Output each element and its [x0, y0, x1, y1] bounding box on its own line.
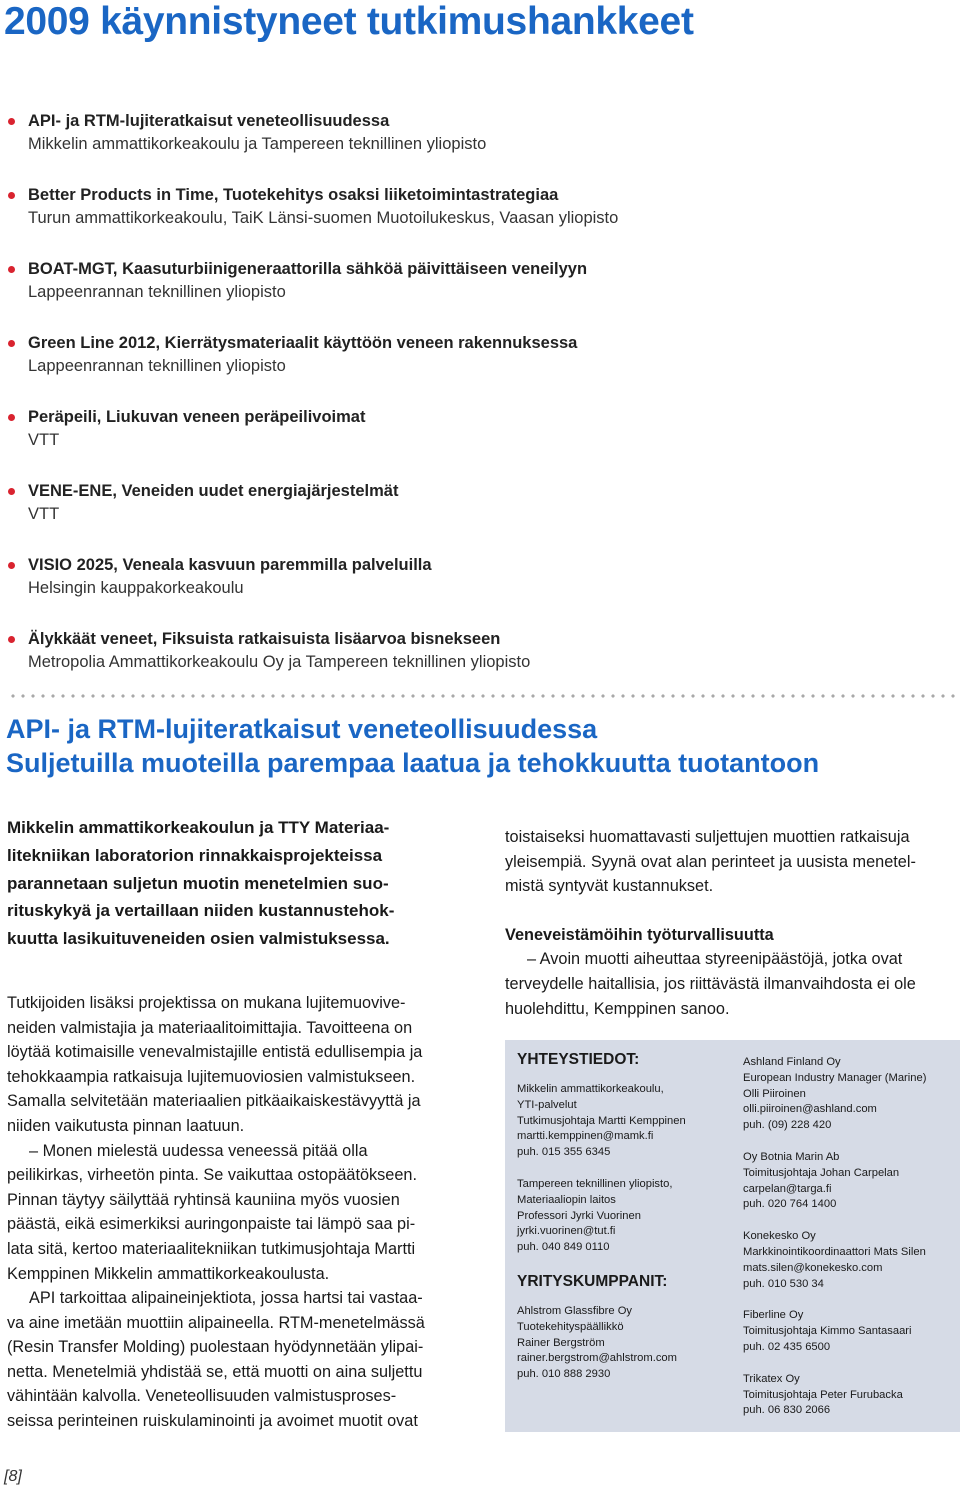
contact-column-right [743, 1055, 958, 1435]
contact-line: Olli Piiroinen [743, 1087, 806, 1100]
text-line: Mikkelin ammattikorkeakoulun ja TTY Materiaa- [7, 818, 390, 837]
text-line: kuutta lasikuituveneiden osien valmistuksessa. [7, 929, 390, 949]
contact-line: Trikatex Oy [743, 1372, 800, 1385]
contact-line: Materiaaliopin laitos [517, 1193, 616, 1206]
text-line: rituskykyä ja vertaillaan niiden kustannustehok- [7, 901, 395, 921]
project-title: API- ja RTM-lujiteratkaisut veneteollisuudessa [28, 112, 390, 130]
article-title-line1: API- ja RTM-lujiteratkaisut veneteollisuudessa [6, 714, 598, 744]
text-line: tehokkaampia ratkaisuja lujitemuoviosien valmistukseen. [7, 1067, 416, 1086]
contacts-left-list [517, 1082, 732, 1256]
text-line: Kemppinen Mikkelin ammattikorkeakoulusta. [7, 1264, 330, 1283]
contact-entry [743, 1055, 958, 1134]
bullet-icon [8, 414, 15, 421]
text-line: lata sitä, kertoo materiaalitekniikan tutkimusjohtaja Martti [7, 1239, 416, 1258]
text-line: Pinnan täytyy säilyttää ryhtinsä kauniina myös vuosien [7, 1190, 400, 1209]
contact-entry [743, 1150, 958, 1213]
paragraph-5-quote [505, 947, 957, 1021]
contact-line: jyrki.vuorinen@tut.fi [517, 1225, 616, 1238]
project-title: VENE-ENE, Veneiden uudet energiajärjestelmät [28, 482, 399, 500]
project-item [8, 110, 948, 184]
text-line: toistaiseksi huomattavasti suljettujen muottien ratkaisuja [505, 828, 910, 846]
contact-line: YTI-palvelut [517, 1098, 577, 1111]
contact-line: puh. 06 830 2066 [743, 1404, 831, 1417]
paragraph-2-quote [7, 1139, 465, 1287]
contact-line: Ahlstrom Glassfibre Oy [517, 1304, 633, 1317]
contact-line: Fiberline Oy [743, 1309, 804, 1322]
contacts-heading: YHTEYSTIEDOT: [517, 1051, 640, 1068]
project-organisation: Lappeenrannan teknillinen yliopisto [28, 357, 286, 375]
bullet-icon [8, 562, 15, 569]
partners-left-list [517, 1304, 732, 1383]
text-line: löytää kotimaisille venevalmistajille entistä edullisempia ja [7, 1043, 423, 1062]
contact-line: puh. 010 888 2930 [517, 1368, 611, 1381]
contact-line: puh. 040 849 0110 [517, 1241, 610, 1254]
project-item [8, 184, 948, 258]
text-line: yleisempiä. Syynä ovat alan perinteet ja uusista menetel- [505, 852, 916, 871]
contact-line: Tuotekehityspäällikkö [517, 1320, 624, 1333]
contact-line: Tutkimusjohtaja Martti Kemppinen [517, 1114, 686, 1127]
contact-line: Ashland Finland Oy [743, 1056, 841, 1068]
text-line: Tutkijoiden lisäksi projektissa on mukana lujitemuovive- [7, 993, 406, 1012]
contact-line: mats.silen@konekesko.com [743, 1261, 883, 1274]
contact-line: Toimitusjohtaja Kimmo Santasaari [743, 1325, 912, 1338]
text-line: (Resin Transfer Molding) puolestaan hyödynnetään ylipai- [7, 1338, 424, 1357]
contact-line: European Industry Manager (Marine) [743, 1071, 927, 1084]
project-item [8, 406, 948, 480]
text-line: neiden valmistajia ja materiaalitoimittajia. Tavoitteena on [7, 1018, 413, 1037]
bullet-icon [8, 636, 15, 643]
partners-right-list [743, 1055, 958, 1419]
bullet-icon [8, 192, 15, 199]
text-line: – Monen mielestä uudessa veneessä pitää olla [29, 1141, 368, 1160]
article-lead [7, 814, 465, 953]
text-line: parannetaan suljetun muotin menetelmien suo- [7, 873, 389, 893]
contact-line: Tampereen teknillinen yliopisto, [517, 1177, 673, 1190]
contact-line: puh. 02 435 6500 [743, 1340, 831, 1353]
article-left-body [7, 991, 465, 1434]
contact-line: Toimitusjohtaja Johan Carpelan [743, 1166, 900, 1179]
text-line: mistä syntyvät kustannukset. [505, 877, 714, 896]
page-title: 2009 käynnistyneet tutkimushankkeet [4, 0, 694, 43]
contact-line: puh. 020 764 1400 [743, 1198, 837, 1211]
dotted-divider [8, 693, 958, 699]
text-line: seissa perinteinen ruiskulaminointi ja avoimet muotit ovat [7, 1412, 418, 1431]
article-title-line2: Suljetuilla muoteilla parempaa laatua ja tehokkuutta tuotantoon [6, 748, 820, 778]
paragraph-3 [7, 1286, 465, 1434]
contact-entry [517, 1304, 732, 1383]
text-line: vähintään kalvolla. Veneteollisuuden valmistusproses- [7, 1387, 397, 1406]
project-item [8, 332, 948, 406]
text-line: va aine imetään muottiin alipaineella. RTM-menetelmässä [7, 1313, 425, 1332]
text-line: peilikirkas, virheetön pinta. Se vaikuttaa ostopäätökseen. [7, 1166, 417, 1185]
contact-entry [743, 1229, 958, 1292]
project-item [8, 554, 948, 628]
paragraph-1 [7, 991, 465, 1139]
paragraph-4 [505, 825, 957, 899]
bullet-icon [8, 340, 15, 347]
project-organisation: Mikkelin ammattikorkeakoulu ja Tampereen teknillinen yliopisto [28, 135, 487, 153]
project-organisation: VTT [28, 505, 60, 523]
text-line: Samalla selvitetään materiaalien pitkäaikaiskestävyyttä ja [7, 1092, 421, 1111]
contact-line: carpelan@targa.fi [743, 1182, 832, 1195]
text-line: litekniikan laboratorion rinnakkaisprojekteissa [7, 845, 383, 865]
project-item [8, 480, 948, 554]
project-item [8, 258, 948, 332]
text-line: päästä, eikä esimerkiksi auringonpaiste tai lämpö saa pi- [7, 1215, 416, 1234]
contact-line: Oy Botnia Marin Ab [743, 1150, 840, 1163]
project-title: Green Line 2012, Kierrätysmateriaalit käyttöön veneen rakennuksessa [28, 334, 578, 352]
contact-line: martti.kemppinen@mamk.fi [517, 1130, 654, 1143]
contact-line: rainer.bergstrom@ahlstrom.com [517, 1352, 677, 1365]
article-title [6, 712, 819, 780]
contact-line: Toimitusjohtaja Peter Furubacka [743, 1388, 903, 1401]
bullet-icon [8, 488, 15, 495]
project-title: VISIO 2025, Veneala kasvuun paremmilla palveluilla [28, 556, 432, 574]
contact-column-left [517, 1050, 732, 1399]
contact-line: puh. (09) 228 420 [743, 1119, 832, 1132]
project-organisation: VTT [28, 431, 60, 449]
project-organisation: Turun ammattikorkeakoulu, TaiK Länsi-suomen Muotoilukeskus, Vaasan yliopisto [28, 209, 619, 227]
contact-entry [743, 1308, 958, 1355]
contact-line: Rainer Bergström [517, 1336, 605, 1349]
contact-entry [517, 1177, 732, 1256]
contact-line: Konekesko Oy [743, 1230, 816, 1243]
project-title: Älykkäät veneet, Fiksuista ratkaisuista lisäarvoa bisnekseen [28, 630, 501, 648]
text-line: niiden vaikutusta pinnan laatuun. [7, 1116, 245, 1135]
text-line: API tarkoittaa alipaineinjektiota, jossa hartsi tai vastaa- [29, 1289, 423, 1308]
bullet-icon [8, 118, 15, 125]
project-organisation: Lappeenrannan teknillinen yliopisto [28, 283, 286, 301]
project-organisation: Metropolia Ammattikorkeakoulu Oy ja Tampereen teknillinen yliopisto [28, 653, 531, 671]
project-list [8, 110, 948, 702]
project-title: Peräpeili, Liukuvan veneen peräpeilivoimat [28, 408, 366, 426]
subheading-safety: Veneveistämöihin työturvallisuutta [505, 925, 774, 944]
contact-line: puh. 015 355 6345 [517, 1146, 611, 1159]
text-line: terveydelle haitallisia, jos riittävästä ilmanvaihdosta ei ole [505, 974, 916, 993]
bullet-icon [8, 266, 15, 273]
contact-line: olli.piiroinen@ashland.com [743, 1103, 877, 1116]
contact-line: Mikkelin ammattikorkeakoulu, [517, 1083, 664, 1095]
contact-line: Markkinointikoordinaattori Mats Silen [743, 1245, 926, 1258]
page-number: [8] [4, 1468, 22, 1485]
text-line: netta. Menetelmiä yhdistää se, että muotti on aina suljettu [7, 1362, 423, 1381]
project-title: Better Products in Time, Tuotekehitys osaksi liiketoimintastrategiaa [28, 186, 559, 204]
text-line: huolehdittu, Kemppinen sanoo. [505, 999, 730, 1018]
project-item [8, 628, 948, 702]
partners-heading: YRITYSKUMPPANIT: [517, 1272, 668, 1290]
contact-box [505, 1040, 960, 1432]
project-title: BOAT-MGT, Kaasuturbiinigeneraattorilla sähköä päivittäiseen veneilyyn [28, 260, 588, 278]
text-line: – Avoin muotti aiheuttaa styreenipäästöjä, jotka ovat [527, 950, 903, 969]
contact-line: Professori Jyrki Vuorinen [517, 1209, 641, 1222]
project-organisation: Helsingin kauppakorkeakoulu [28, 579, 244, 597]
article-left-column [7, 814, 465, 1434]
contact-line: puh. 010 530 34 [743, 1277, 824, 1290]
article-right-column [505, 825, 957, 1021]
contact-entry [743, 1372, 958, 1419]
contact-entry [517, 1082, 732, 1161]
